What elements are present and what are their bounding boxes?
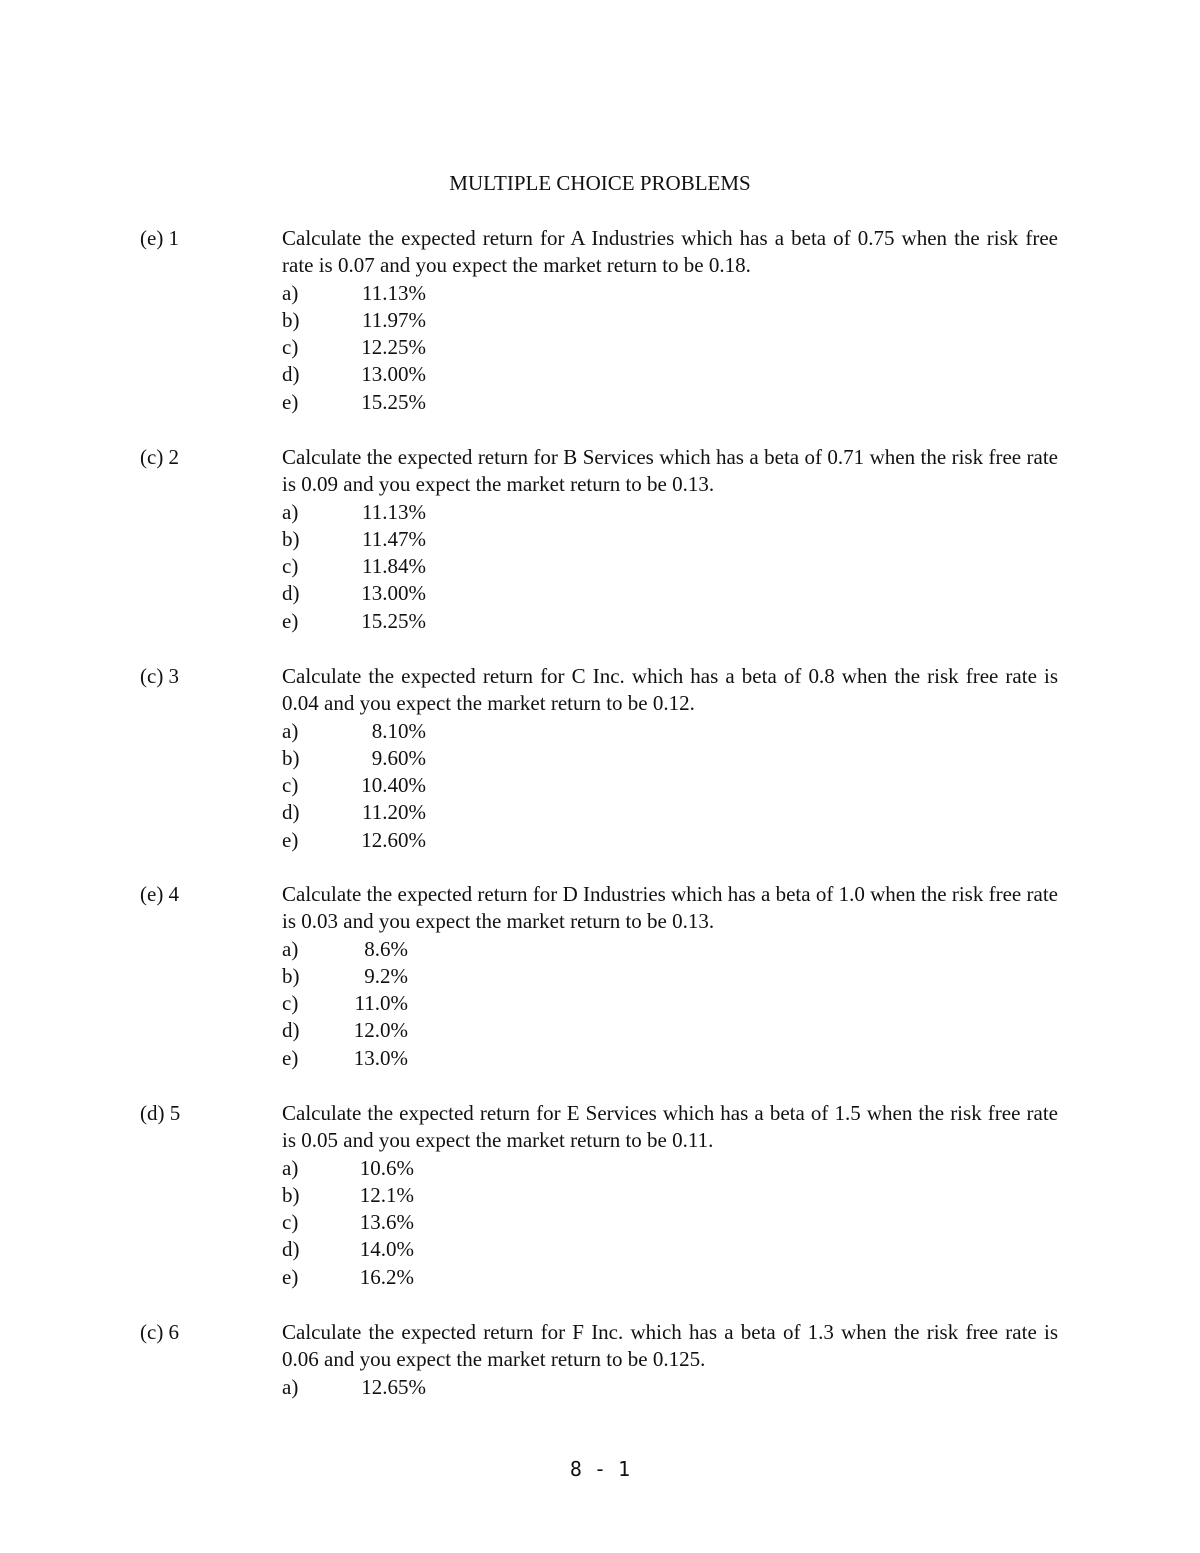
question-text: Calculate the expected return for D Industries which has a beta of 1.0 when the risk free rate is 0.03 and you expect the market return to be 0.13. — [282, 882, 1058, 934]
option-list — [282, 718, 1058, 854]
option-list — [282, 1155, 1058, 1291]
option-letter: a) — [282, 499, 299, 524]
option-d — [282, 1017, 1058, 1044]
option-d — [282, 799, 1058, 826]
option-c — [282, 990, 1058, 1017]
answer-key: (d) 5 — [140, 1101, 181, 1125]
option-value: 11.0% — [354, 991, 408, 1016]
option-letter: e) — [282, 608, 299, 633]
option-letter: d) — [282, 1018, 300, 1043]
option-letter: b) — [282, 1182, 300, 1207]
option-value: 8.10% — [371, 718, 426, 743]
answer-key: (c) 6 — [140, 1320, 180, 1344]
option-a — [282, 280, 1058, 307]
problem-body — [282, 663, 1058, 854]
option-b — [282, 745, 1058, 772]
option-letter: e) — [282, 827, 299, 852]
answer-key: (e) 1 — [140, 226, 180, 250]
option-e — [282, 827, 1058, 854]
option-letter: c) — [282, 554, 299, 579]
option-value: 13.00% — [361, 362, 426, 387]
option-value: 11.13% — [362, 499, 426, 524]
option-letter: c) — [282, 773, 299, 798]
problem-body — [282, 225, 1058, 416]
option-value: 8.6% — [364, 936, 408, 961]
question-text: Calculate the expected return for A Industries which has a beta of 0.75 when the risk free rate is 0.07 and you expect the market return to be 0.18. — [282, 226, 1058, 278]
option-value: 10.40% — [361, 773, 426, 798]
option-value: 15.25% — [361, 608, 426, 633]
option-value: 15.25% — [361, 389, 426, 414]
option-letter: d) — [282, 581, 300, 606]
option-value: 16.2% — [359, 1264, 414, 1289]
option-value: 11.13% — [362, 280, 426, 305]
option-a — [282, 1374, 1058, 1401]
option-letter: e) — [282, 389, 299, 414]
answer-key: (e) 4 — [140, 882, 180, 906]
option-e — [282, 1264, 1058, 1291]
option-letter: a) — [282, 718, 299, 743]
problem-body — [282, 444, 1058, 635]
option-letter: a) — [282, 1155, 299, 1180]
option-a — [282, 499, 1058, 526]
option-letter: a) — [282, 936, 299, 961]
option-b — [282, 963, 1058, 990]
answer-key: (c) 2 — [140, 445, 180, 469]
option-value: 11.84% — [362, 554, 426, 579]
option-b — [282, 1182, 1058, 1209]
question-text: Calculate the expected return for C Inc. which has a beta of 0.8 when the risk free rate is 0.04 and you expect the market return to be 0.12. — [282, 664, 1058, 716]
option-value: 12.0% — [353, 1018, 408, 1043]
option-letter: e) — [282, 1045, 299, 1070]
option-letter: b) — [282, 307, 300, 332]
option-value: 14.0% — [359, 1237, 414, 1262]
option-letter: a) — [282, 1374, 299, 1399]
option-letter: e) — [282, 1264, 299, 1289]
option-d — [282, 1236, 1058, 1263]
option-letter: d) — [282, 362, 300, 387]
option-letter: d) — [282, 800, 300, 825]
answer-key: (c) 3 — [140, 664, 180, 688]
option-value: 11.20% — [362, 800, 426, 825]
option-value: 11.97% — [362, 307, 426, 332]
option-list — [282, 936, 1058, 1072]
option-list — [282, 499, 1058, 635]
option-list — [282, 1374, 1058, 1401]
option-d — [282, 361, 1058, 388]
option-value: 13.00% — [361, 581, 426, 606]
problem-body — [282, 1319, 1058, 1401]
option-c — [282, 334, 1058, 361]
page-number: 8 - 1 — [569, 1457, 631, 1481]
option-value: 9.60% — [371, 745, 426, 770]
option-e — [282, 1045, 1058, 1072]
problem-body — [282, 1100, 1058, 1291]
option-c — [282, 1209, 1058, 1236]
option-letter: b) — [282, 963, 300, 988]
option-c — [282, 553, 1058, 580]
option-letter: a) — [282, 280, 299, 305]
question-text: Calculate the expected return for E Services which has a beta of 1.5 when the risk free rate is 0.05 and you expect the market return to be 0.11. — [282, 1101, 1058, 1153]
question-text: Calculate the expected return for B Services which has a beta of 0.71 when the risk free rate is 0.09 and you expect the market return to be 0.13. — [282, 445, 1058, 497]
option-d — [282, 580, 1058, 607]
option-value: 9.2% — [364, 963, 408, 988]
option-letter: c) — [282, 335, 299, 360]
option-c — [282, 772, 1058, 799]
option-e — [282, 389, 1058, 416]
option-a — [282, 936, 1058, 963]
option-value: 12.25% — [361, 335, 426, 360]
option-value: 13.6% — [359, 1210, 414, 1235]
option-a — [282, 718, 1058, 745]
page-title: MULTIPLE CHOICE PROBLEMS — [449, 171, 751, 195]
option-b — [282, 307, 1058, 334]
option-value: 13.0% — [353, 1045, 408, 1070]
question-text: Calculate the expected return for F Inc. which has a beta of 1.3 when the risk free rate is 0.06 and you expect the market return to be 0.125. — [282, 1320, 1058, 1372]
option-value: 12.65% — [361, 1374, 426, 1399]
option-e — [282, 608, 1058, 635]
option-letter: b) — [282, 526, 300, 551]
option-value: 12.1% — [359, 1182, 414, 1207]
option-letter: c) — [282, 991, 299, 1016]
option-value: 12.60% — [361, 827, 426, 852]
option-b — [282, 526, 1058, 553]
option-value: 11.47% — [362, 526, 426, 551]
option-letter: b) — [282, 745, 300, 770]
option-a — [282, 1155, 1058, 1182]
option-letter: c) — [282, 1210, 299, 1235]
option-list — [282, 280, 1058, 416]
option-letter: d) — [282, 1237, 300, 1262]
problem-body — [282, 881, 1058, 1072]
option-value: 10.6% — [359, 1155, 414, 1180]
